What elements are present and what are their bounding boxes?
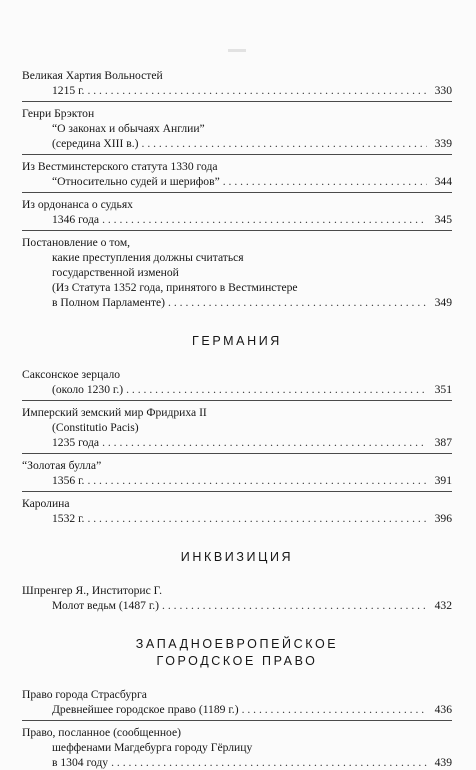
entry-leader-line: [22, 473, 452, 488]
entry-divider: [22, 101, 452, 102]
page-number: 396: [434, 512, 452, 525]
entry-title: Постановление о том,: [22, 236, 131, 249]
dot-leader: [102, 435, 427, 450]
entry-title: Из ордонанса о судьях: [22, 198, 133, 211]
entry-detail: 1346 года: [52, 213, 100, 226]
page-number: 349: [434, 296, 452, 309]
entry-leader-line: [22, 382, 452, 397]
entry-divider: [22, 192, 452, 193]
toc-block-germany: [22, 367, 452, 526]
entry-divider: [22, 400, 452, 401]
toc-entry[interactable]: [22, 159, 452, 189]
dot-leader: [87, 473, 427, 488]
section-heading-city-law-line1: ЗАПАДНОЕВРОПЕЙСКОЕ: [135, 637, 339, 651]
entry-title: Право города Страсбурга: [22, 688, 147, 701]
entry-leader-line: [22, 598, 452, 613]
entry-divider: [22, 720, 452, 721]
entry-leader-line: [22, 702, 452, 717]
entry-title: “Золотая булла”: [22, 459, 102, 472]
toc-entry[interactable]: [22, 197, 452, 227]
entry-detail: 1215 г.: [52, 84, 85, 97]
dot-leader: [242, 702, 427, 717]
toc-entry[interactable]: [22, 496, 452, 526]
page-number: 351: [434, 383, 452, 396]
page-number: 391: [434, 474, 452, 487]
entry-title: Великая Хартия Вольностей: [22, 69, 163, 82]
entry-detail: “Относительно судей и шерифов”: [52, 175, 220, 188]
dot-leader: [162, 598, 427, 613]
entry-detail: 1235 года: [52, 436, 100, 449]
entry-subtitle: “О законах и обычаях Англии”: [52, 122, 205, 135]
dot-leader: [168, 295, 427, 310]
page-number: 439: [434, 756, 452, 769]
entry-divider: [22, 154, 452, 155]
page-top-smudge: [228, 49, 246, 52]
entry-detail: Молот ведьм (1487 г.): [52, 599, 160, 612]
toc-block-inquisition: [22, 583, 452, 613]
entry-leader-line: [22, 212, 452, 227]
page-number: 344: [434, 175, 452, 188]
entry-subtitle: (Из Статута 1352 года, принятого в Вестминстере: [52, 281, 298, 294]
entry-title: Саксонское зерцало: [22, 368, 121, 381]
entry-subtitle: (Constitutio Pacis): [52, 421, 139, 434]
page-number: 330: [434, 84, 452, 97]
toc-entry[interactable]: [22, 687, 452, 717]
entry-detail: (середина XIII в.): [52, 137, 139, 150]
toc-entry[interactable]: [22, 235, 452, 310]
page-number: 339: [434, 137, 452, 150]
section-heading-inquisition: ИНКВИЗИЦИЯ: [180, 550, 294, 564]
entry-title: Шпренгер Я., Инститорис Г.: [22, 584, 162, 597]
toc-block-city-law: [22, 687, 452, 770]
entry-detail: (около 1230 г.): [52, 383, 124, 396]
entry-subtitle: какие преступления должны считаться: [52, 251, 244, 264]
entry-detail: 1532 г.: [52, 512, 85, 525]
entry-subtitle: государственной изменой: [52, 266, 179, 279]
entry-title: Каролина: [22, 497, 70, 510]
entry-title: Имперский земский мир Фридриха II: [22, 406, 207, 419]
entry-leader-line: [22, 295, 452, 310]
entry-leader-line: [22, 511, 452, 526]
dot-leader: [126, 382, 427, 397]
table-of-contents: [22, 68, 452, 770]
entry-title: Право, посланное (сообщенное): [22, 726, 181, 739]
entry-detail: 1356 г.: [52, 474, 85, 487]
dot-leader: [142, 136, 427, 151]
toc-block-england: [22, 68, 452, 310]
toc-entry[interactable]: [22, 68, 452, 98]
page-number: 387: [434, 436, 452, 449]
section-heading-city-law-line2: ГОРОДСКОЕ ПРАВО: [156, 654, 318, 668]
toc-entry[interactable]: [22, 405, 452, 450]
entry-divider: [22, 230, 452, 231]
page-number: 432: [434, 599, 452, 612]
dot-leader: [102, 212, 427, 227]
entry-leader-line: [22, 83, 452, 98]
page-number: 436: [434, 703, 452, 716]
entry-divider: [22, 453, 452, 454]
entry-title: Генри Брэктон: [22, 107, 95, 120]
entry-leader-line: [22, 136, 452, 151]
page-number: 345: [434, 213, 452, 226]
entry-subtitle: шеффенами Магдебурга городу Гёрлицу: [52, 741, 253, 754]
dot-leader: [223, 174, 427, 189]
toc-entry[interactable]: [22, 106, 452, 151]
entry-leader-line: [22, 174, 452, 189]
entry-leader-line: [22, 435, 452, 450]
dot-leader: [87, 511, 427, 526]
entry-detail: в 1304 году: [52, 756, 109, 769]
entry-title: Из Вестминстерского статута 1330 года: [22, 160, 218, 173]
entry-divider: [22, 491, 452, 492]
toc-entry[interactable]: [22, 367, 452, 397]
entry-detail: Древнейшее городское право (1189 г.): [52, 703, 239, 716]
section-heading-germany: ГЕРМАНИЯ: [192, 334, 282, 348]
toc-entry[interactable]: [22, 458, 452, 488]
entry-detail: в Полном Парламенте): [52, 296, 166, 309]
toc-entry[interactable]: [22, 725, 452, 770]
dot-leader: [87, 83, 427, 98]
toc-entry[interactable]: [22, 583, 452, 613]
